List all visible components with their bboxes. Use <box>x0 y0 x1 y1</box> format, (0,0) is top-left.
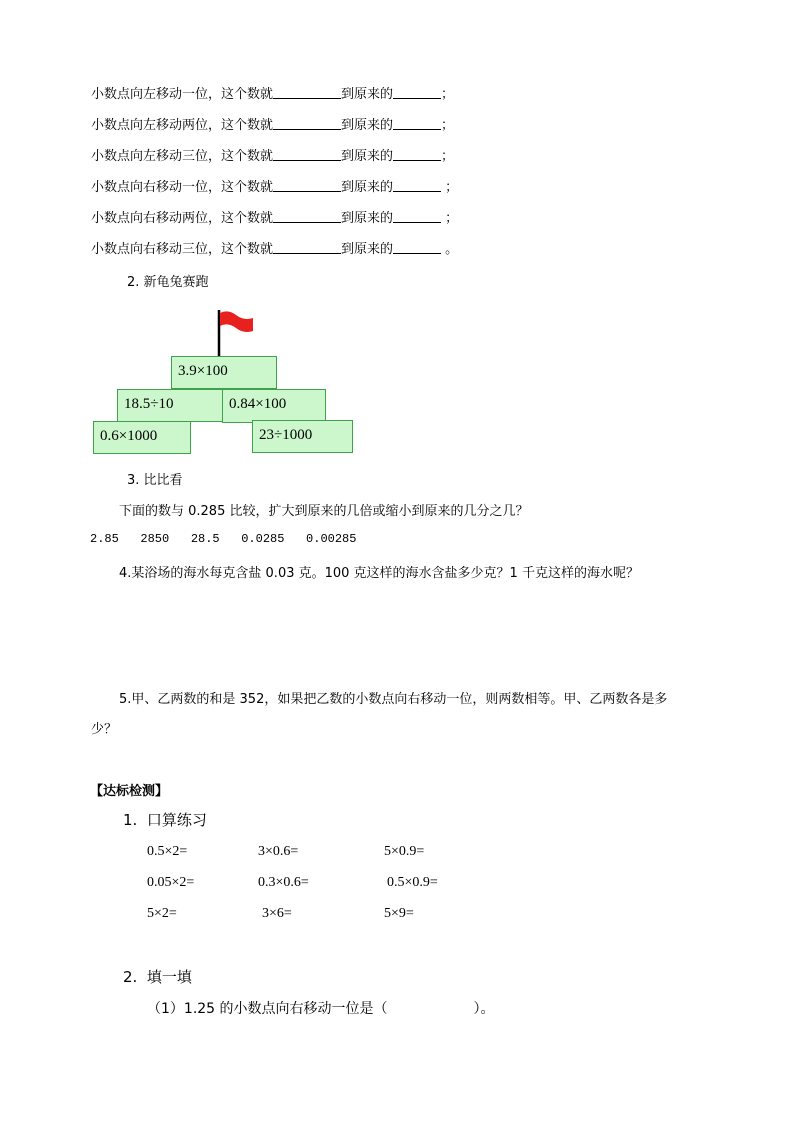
q3-numbers: 2.85 2850 28.5 0.0285 0.00285 <box>90 532 357 546</box>
race-box: 0.6×1000 <box>93 421 191 454</box>
fill-title: 2. 填一填 <box>123 968 192 986</box>
line-end: ； <box>441 149 455 164</box>
race-box: 0.84×100 <box>222 389 326 423</box>
fill-line <box>91 238 458 257</box>
line-text: 到原来的 <box>341 211 394 226</box>
q5-text-line2: 少？ <box>91 722 118 737</box>
answer-blank[interactable] <box>393 86 441 99</box>
line-text: 到原来的 <box>341 118 394 133</box>
fill-line <box>91 207 458 226</box>
race-box: 18.5÷10 <box>117 389 223 422</box>
line-end: ； <box>441 118 455 133</box>
oral-item: 0.5×0.9= <box>387 875 438 890</box>
fill-line <box>91 83 454 102</box>
answer-blank[interactable] <box>393 241 441 254</box>
oral-item: 0.3×0.6= <box>258 875 309 890</box>
oral-item: 5×2= <box>147 906 177 921</box>
answer-blank[interactable] <box>393 210 441 223</box>
answer-blank[interactable] <box>273 117 341 130</box>
line-text: 到原来的 <box>341 149 394 164</box>
answer-blank[interactable] <box>273 179 341 192</box>
oral-item: 0.5×2= <box>147 844 188 859</box>
answer-blank[interactable] <box>273 148 341 161</box>
oral-item: 3×6= <box>262 906 292 921</box>
line-text: 小数点向左移动三位，这个数就 <box>91 149 274 164</box>
q2-title: 2. 新龟兔赛跑 <box>127 275 209 290</box>
fill-line <box>91 176 458 195</box>
answer-blank[interactable] <box>393 117 441 130</box>
line-text: 小数点向左移动一位，这个数就 <box>91 87 274 102</box>
fill-item-text: （1）1.25 的小数点向右移动一位是（ <box>147 1001 388 1017</box>
q5-text-line1: 5.甲、乙两数的和是 352，如果把乙数的小数点向右移动一位，则两数相等。甲、乙两数各是多 <box>119 692 668 707</box>
answer-blank[interactable] <box>273 241 341 254</box>
line-text: 到原来的 <box>341 242 394 257</box>
oral-practice-title: 1. 口算练习 <box>123 811 207 829</box>
oral-item: 5×0.9= <box>384 844 425 859</box>
line-text: 到原来的 <box>341 87 394 102</box>
line-text: 小数点向右移动一位，这个数就 <box>91 180 274 195</box>
q4-text: 4.某浴场的海水每克含盐 0.03 克。100 克这样的海水含盐多少克？1 千克这样的海水呢？ <box>119 566 639 581</box>
fill-item-end: ）。 <box>473 1001 495 1017</box>
line-text: 小数点向右移动三位，这个数就 <box>91 242 274 257</box>
fill-line <box>91 145 454 164</box>
line-end: 。 <box>441 242 459 257</box>
race-box: 23÷1000 <box>252 420 353 453</box>
line-end: ； <box>441 87 455 102</box>
fill-item-1 <box>147 998 495 1018</box>
answer-blank[interactable] <box>393 148 441 161</box>
race-box: 3.9×100 <box>171 356 277 389</box>
oral-item: 3×0.6= <box>258 844 299 859</box>
line-text: 小数点向左移动两位，这个数就 <box>91 118 274 133</box>
flag-icon <box>212 308 260 358</box>
line-text: 小数点向右移动两位，这个数就 <box>91 211 274 226</box>
line-end: ； <box>441 180 459 195</box>
line-text: 到原来的 <box>341 180 394 195</box>
fill-line <box>91 114 454 133</box>
oral-item: 0.05×2= <box>147 875 195 890</box>
answer-blank[interactable] <box>273 210 341 223</box>
q3-description: 下面的数与 0.285 比较，扩大到原来的几倍或缩小到原来的几分之几？ <box>119 504 529 519</box>
answer-blank[interactable] <box>393 179 441 192</box>
check-heading: 【达标检测】 <box>90 784 169 799</box>
q3-title: 3. 比比看 <box>127 473 183 488</box>
line-end: ； <box>441 211 459 226</box>
answer-blank[interactable] <box>273 86 341 99</box>
oral-item: 5×9= <box>384 906 414 921</box>
